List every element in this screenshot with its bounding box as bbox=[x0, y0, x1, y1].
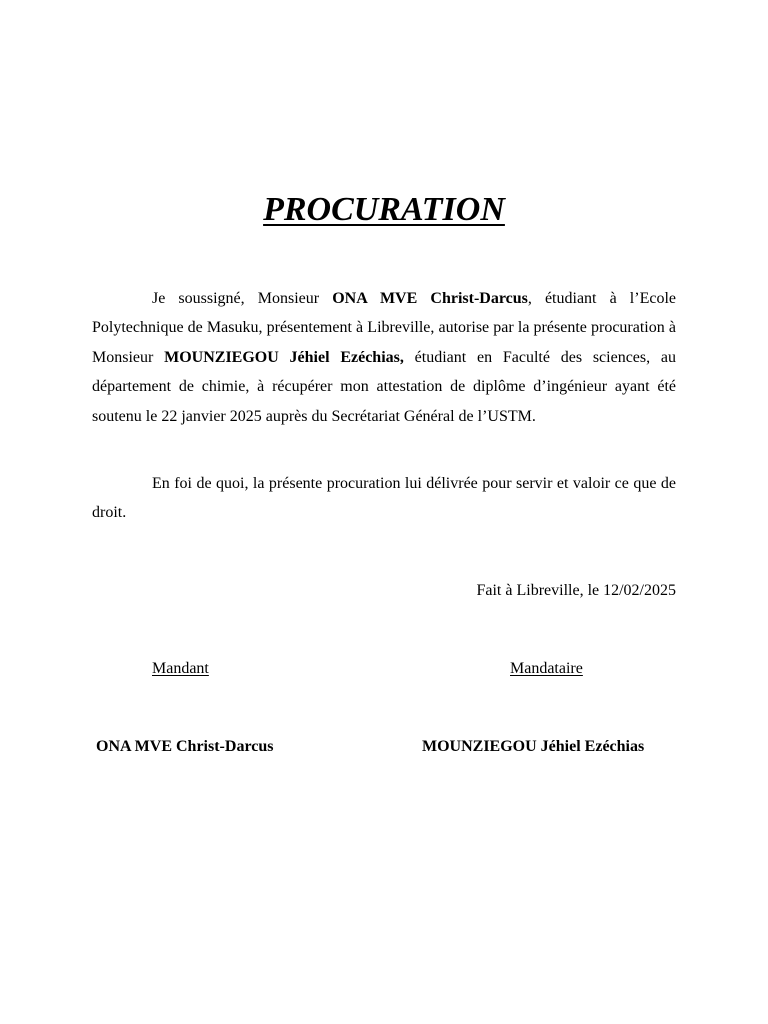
signature-label-mandant: Mandant bbox=[152, 660, 209, 677]
grantor-name: ONA MVE Christ-Darcus bbox=[332, 290, 528, 307]
signature-name-mandataire: MOUNZIEGOU Jéhiel Ezéchias bbox=[422, 738, 645, 755]
body-paragraph-authorization bbox=[92, 284, 676, 431]
paragraph-text: Je soussigné, Monsieur bbox=[152, 290, 333, 307]
grantee-name: MOUNZIEGOU Jéhiel Ezéchias, bbox=[164, 348, 404, 366]
signature-name-mandant: ONA MVE Christ-Darcus bbox=[96, 738, 274, 755]
signature-label-mandataire: Mandataire bbox=[510, 660, 583, 677]
place-and-date: Fait à Libreville, le 12/02/2025 bbox=[476, 582, 676, 599]
paragraph-text: , étudiant à l’Ecole Polytechnique de Masuku, présentement à Libreville, autorise par la présente procuration à Monsieur bbox=[92, 290, 676, 366]
document-title: PROCURATION bbox=[263, 191, 505, 228]
body-paragraph-closing: En foi de quoi, la présente procuration lui délivrée pour servir et valoir ce que de droit. bbox=[92, 475, 676, 522]
paragraph-text: étudiant en Faculté des sciences, au département de chimie, à récupérer mon attestation de diplôme d’ingénieur ayant été soutenu le 22 janvier 2025 auprès du Secrétariat Général de l’USTM. bbox=[92, 348, 677, 425]
